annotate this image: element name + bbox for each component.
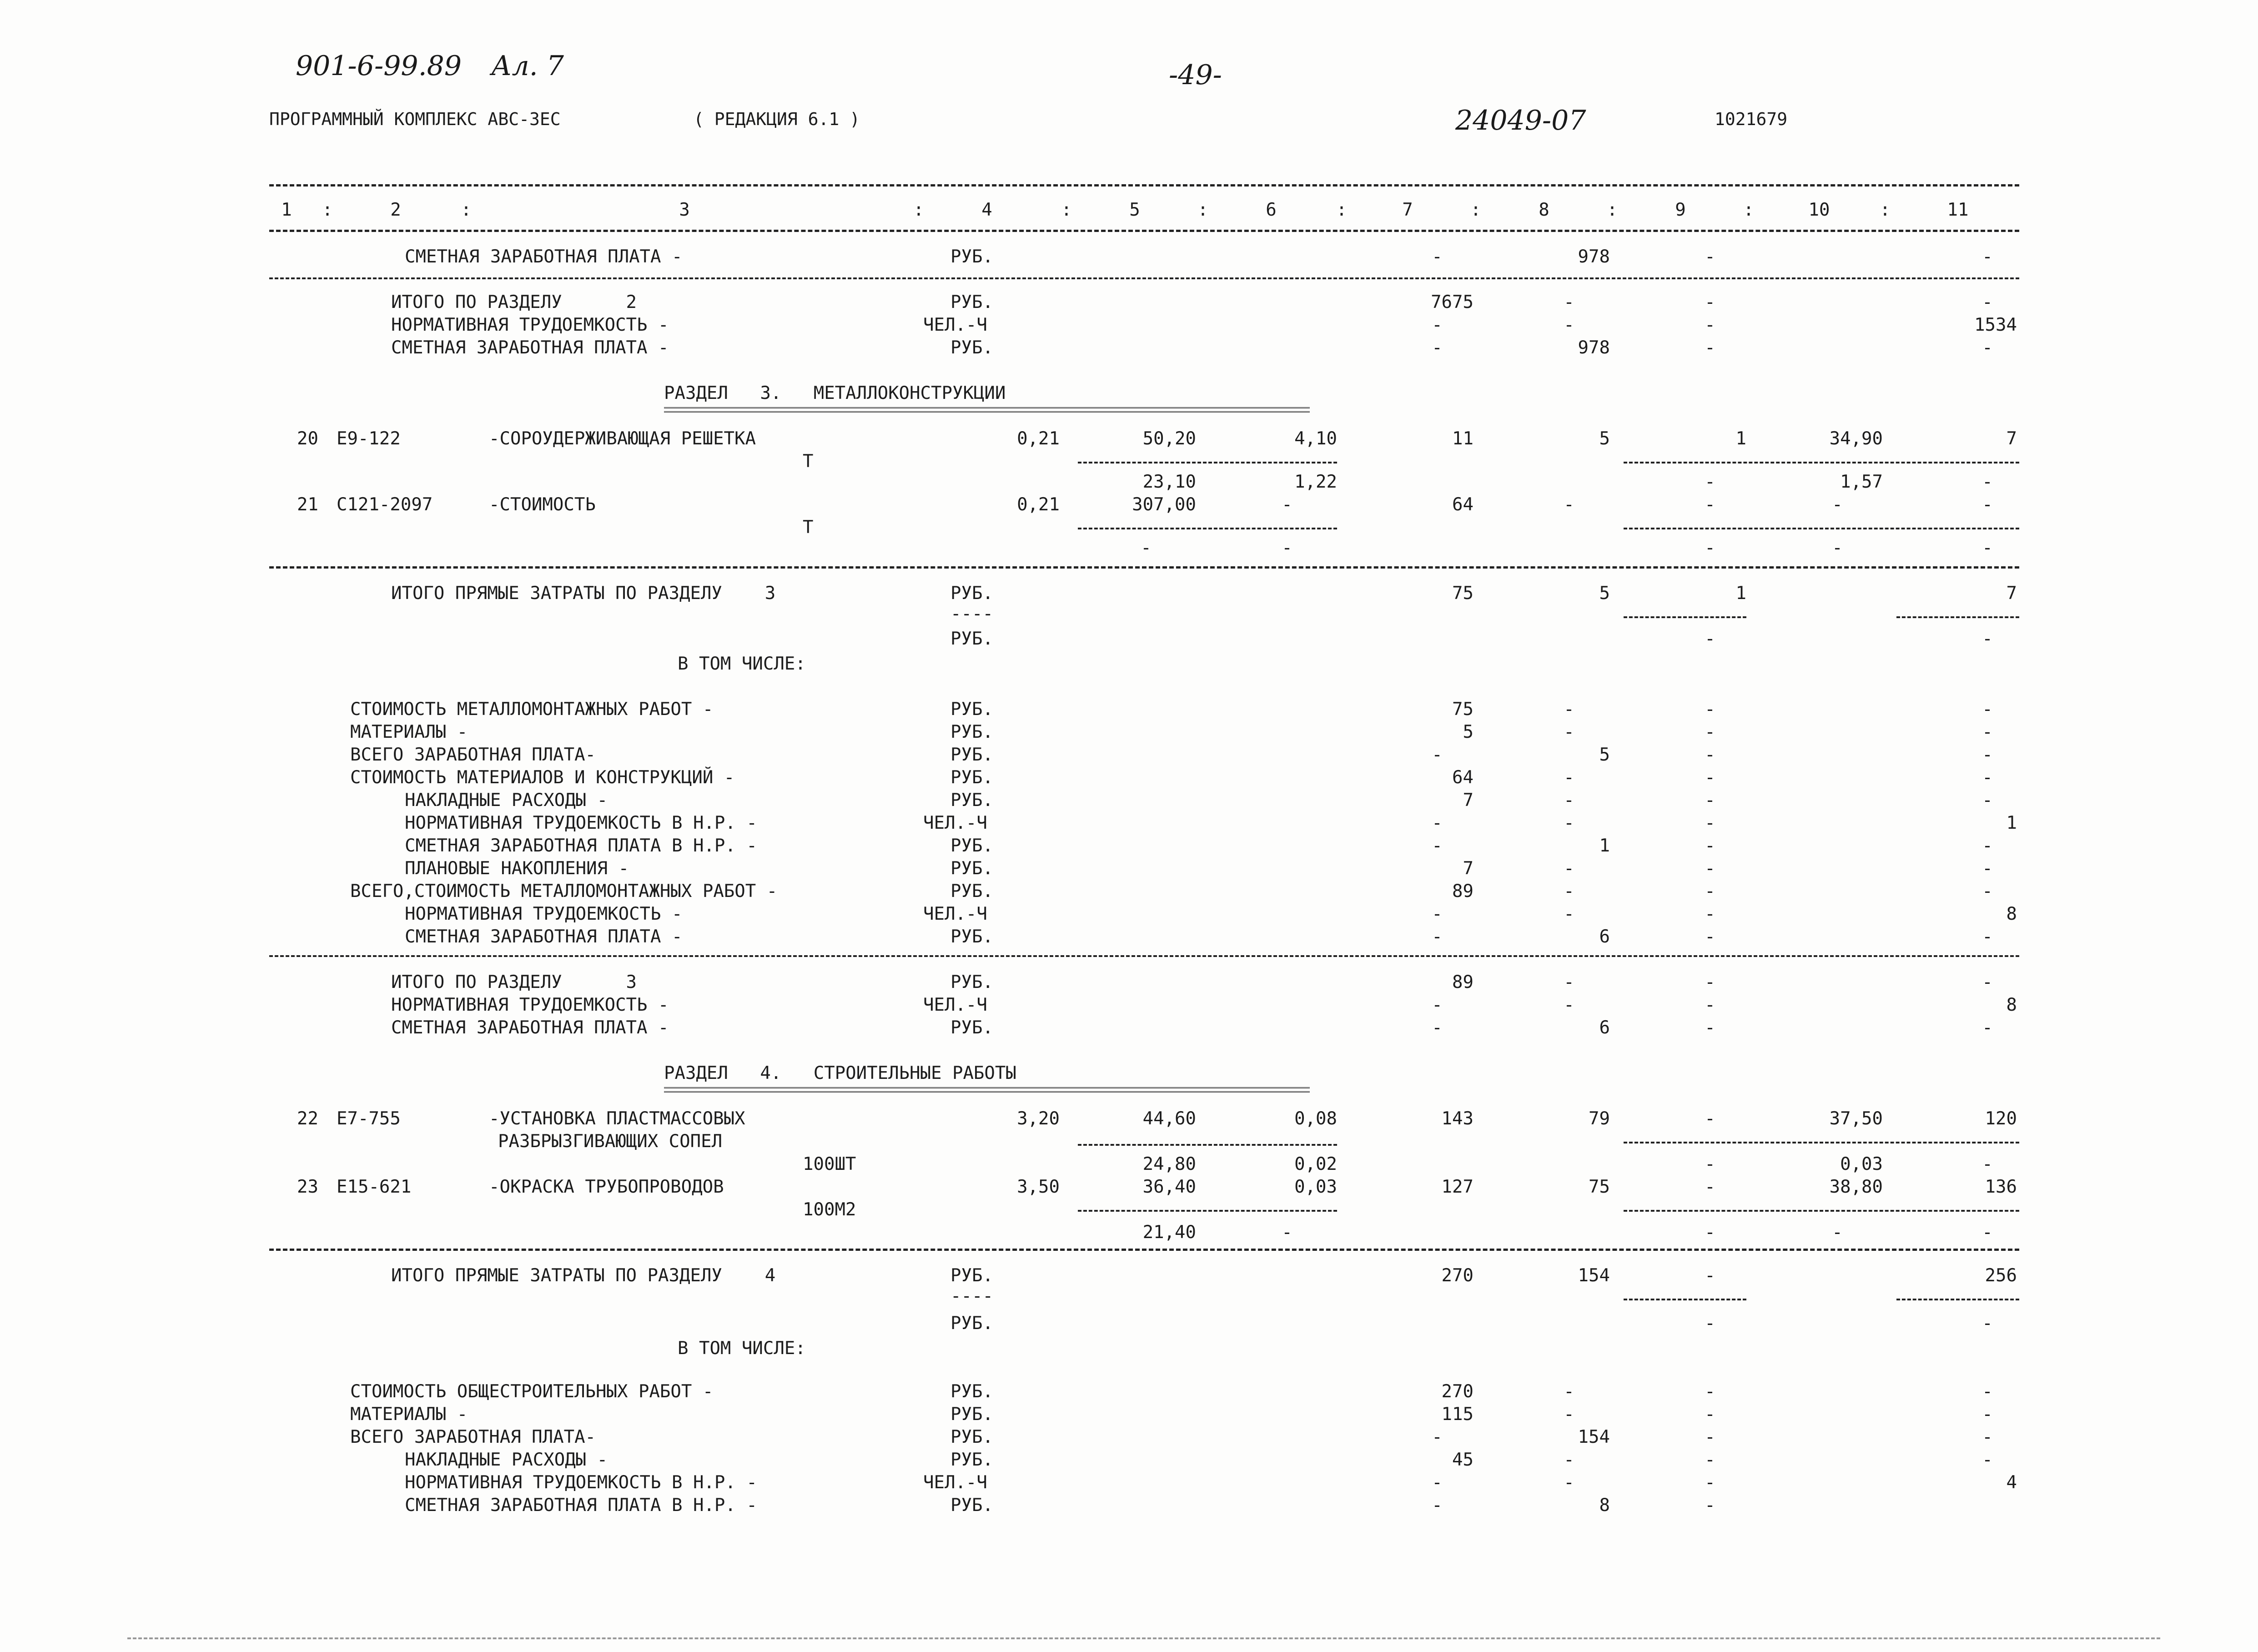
dash-mark: -: [1982, 972, 1993, 992]
col-header: :: [913, 200, 924, 220]
cell-value: 0,21: [1017, 494, 1060, 515]
cell-value: 75: [1452, 699, 1473, 720]
breakdown-label: СМЕТНАЯ ЗАРАБОТНАЯ ПЛАТА В Н.Р. -: [405, 836, 757, 856]
dash-mark: -: [1705, 995, 1715, 1015]
cell-value: 21,40: [1142, 1222, 1196, 1243]
including-label: В ТОМ ЧИСЛЕ:: [678, 654, 806, 674]
cell-value: 5: [1599, 428, 1610, 449]
dash-mark: -: [1432, 927, 1443, 947]
dash-mark: -: [1705, 629, 1715, 649]
col-header: 3: [679, 200, 690, 220]
cell-value: 50,20: [1142, 428, 1196, 449]
dash-mark: -: [1705, 292, 1715, 312]
cell-value: 5: [1599, 583, 1610, 604]
rule-mark: ----: [950, 604, 993, 624]
dash-mark: -: [1982, 538, 1993, 558]
breakdown-label: НАКЛАДНЫЕ РАСХОДЫ -: [405, 1450, 608, 1470]
cell-rule: [1624, 462, 2019, 463]
cell-value: 978: [1578, 247, 1610, 267]
row-unit: РУБ.: [950, 881, 993, 902]
row-unit: РУБ.: [950, 972, 993, 992]
separator: [269, 566, 2019, 569]
cell-rule: [1624, 1299, 1746, 1300]
cell-value: 24,80: [1142, 1154, 1196, 1174]
row-unit: РУБ.: [950, 337, 993, 358]
dash-mark: -: [1705, 767, 1715, 788]
separator: [269, 230, 2019, 232]
dash-mark: -: [1982, 1404, 1993, 1425]
dash-mark: -: [1982, 767, 1993, 788]
cell-value: 120: [1985, 1108, 2017, 1129]
row-unit: РУБ.: [950, 1313, 993, 1334]
dash-mark: -: [1982, 1017, 1993, 1038]
separator: [269, 184, 2019, 186]
cell-value: 127: [1441, 1177, 1473, 1197]
cell-value: 1: [2006, 813, 2017, 833]
cell-value: 115: [1441, 1404, 1473, 1425]
item-name: -СОРОУДЕРЖИВАЮЩАЯ РЕШЕТКА: [489, 428, 756, 449]
separator: [269, 277, 2019, 279]
breakdown-label: СМЕТНАЯ ЗАРАБОТНАЯ ПЛАТА В Н.Р. -: [405, 1495, 757, 1516]
col-header: :: [1197, 200, 1208, 220]
cell-value: 0,03: [1840, 1154, 1883, 1174]
separator: [269, 1249, 2019, 1251]
dash-mark: -: [1564, 1450, 1574, 1470]
row-unit: РУБ.: [950, 699, 993, 720]
col-header: 1: [281, 200, 292, 220]
cell-value: 79: [1589, 1108, 1610, 1129]
col-header: 8: [1539, 200, 1549, 220]
page-edge-rule: [127, 1637, 2160, 1639]
cell-value: 3,20: [1017, 1108, 1060, 1129]
cell-value: 270: [1441, 1381, 1473, 1402]
cell-value: 143: [1441, 1108, 1473, 1129]
row-label: СМЕТНАЯ ЗАРАБОТНАЯ ПЛАТА -: [405, 247, 683, 267]
item-code: С121-2097: [337, 494, 433, 515]
cell-rule: [1078, 1144, 1337, 1146]
dash-mark: -: [1432, 904, 1443, 924]
dash-mark: -: [1432, 745, 1443, 765]
dash-mark: -: [1982, 927, 1993, 947]
cell-value: 1,22: [1294, 472, 1337, 492]
cell-value: 45: [1452, 1450, 1473, 1470]
breakdown-label: МАТЕРИАЛЫ -: [350, 722, 468, 742]
dash-mark: -: [1564, 1381, 1574, 1402]
dash-mark: -: [1705, 472, 1715, 492]
cell-rule: [1078, 528, 1337, 529]
dash-mark: -: [1705, 1154, 1715, 1174]
dash-mark: -: [1982, 745, 1993, 765]
row-unit: ЧЕЛ.-Ч: [923, 315, 987, 335]
cell-value: 0,21: [1017, 428, 1060, 449]
cell-value: 1: [1599, 836, 1610, 856]
item-name: -УСТАНОВКА ПЛАСТМАССОВЫХ: [489, 1108, 745, 1129]
section-total-label: ИТОГО ПО РАЗДЕЛУ 2: [391, 292, 637, 312]
cell-value: 5: [1463, 722, 1473, 742]
cell-rule: [1624, 1210, 2019, 1212]
dash-mark: -: [1564, 767, 1574, 788]
row-label: СМЕТНАЯ ЗАРАБОТНАЯ ПЛАТА -: [391, 1017, 669, 1038]
col-header: 7: [1402, 200, 1413, 220]
breakdown-label: НОРМАТИВНАЯ ТРУДОЕМКОСТЬ В Н.Р. -: [405, 813, 757, 833]
row-unit: РУБ.: [950, 858, 993, 879]
dash-mark: -: [1564, 995, 1574, 1015]
cell-value: 4: [2006, 1472, 2017, 1493]
item-unit: Т: [803, 517, 814, 538]
cell-rule: [1896, 616, 2019, 618]
dash-mark: -: [1564, 494, 1574, 515]
title-underline: [664, 1087, 1310, 1093]
item-name-continued: РАЗБРЫЗГИВАЮЩИХ СОПЕЛ: [498, 1131, 723, 1152]
cell-value: 4,10: [1294, 428, 1337, 449]
cell-value: 75: [1452, 583, 1473, 604]
cell-value: 1: [1735, 583, 1746, 604]
dash-mark: -: [1982, 1154, 1993, 1174]
dash-mark: -: [1432, 813, 1443, 833]
dash-mark: -: [1982, 1313, 1993, 1334]
dash-mark: -: [1564, 972, 1574, 992]
row-unit: РУБ.: [950, 583, 993, 604]
dash-mark: -: [1832, 494, 1843, 515]
row-unit: РУБ.: [950, 836, 993, 856]
dash-mark: -: [1564, 858, 1574, 879]
cell-value: 154: [1578, 1427, 1610, 1447]
section-total-label: ИТОГО ПО РАЗДЕЛУ 3: [391, 972, 637, 992]
breakdown-label: СТОИМОСТЬ МЕТАЛЛОМОНТАЖНЫХ РАБОТ -: [350, 699, 714, 720]
including-label: В ТОМ ЧИСЛЕ:: [678, 1338, 806, 1359]
cell-value: 37,50: [1829, 1108, 1883, 1129]
row-label: НОРМАТИВНАЯ ТРУДОЕМКОСТЬ -: [391, 995, 669, 1015]
item-code: Е9-122: [337, 428, 401, 449]
dash-mark: -: [1432, 315, 1443, 335]
dash-mark: -: [1705, 699, 1715, 720]
breakdown-label: НОРМАТИВНАЯ ТРУДОЕМКОСТЬ -: [405, 904, 683, 924]
cell-value: 8: [1599, 1495, 1610, 1516]
document-code: 24049-07: [1455, 105, 1586, 136]
dash-mark: -: [1705, 1427, 1715, 1447]
cell-value: 7: [2006, 428, 2017, 449]
breakdown-label: МАТЕРИАЛЫ -: [350, 1404, 468, 1425]
direct-costs-label: ИТОГО ПРЯМЫЕ ЗАТРАТЫ ПО РАЗДЕЛУ 4: [391, 1265, 776, 1286]
row-unit: РУБ.: [950, 629, 993, 649]
cell-value: 6: [1599, 927, 1610, 947]
cell-value: 5: [1599, 745, 1610, 765]
dash-mark: -: [1705, 1472, 1715, 1493]
cell-value: 1,57: [1840, 472, 1883, 492]
col-header: :: [1880, 200, 1891, 220]
edition: ( РЕДАКЦИЯ 6.1 ): [694, 109, 860, 129]
dash-mark: -: [1432, 337, 1443, 358]
dash-mark: -: [1564, 292, 1574, 312]
cell-value: 6: [1599, 1017, 1610, 1038]
dash-mark: -: [1982, 292, 1993, 312]
dash-mark: -: [1705, 972, 1715, 992]
cell-rule: [1624, 1142, 2019, 1143]
dash-mark: -: [1705, 315, 1715, 335]
dash-mark: -: [1982, 699, 1993, 720]
dash-mark: -: [1705, 247, 1715, 267]
dash-mark: -: [1705, 538, 1715, 558]
cell-value: 36,40: [1142, 1177, 1196, 1197]
col-header: :: [1061, 200, 1072, 220]
dash-mark: -: [1141, 538, 1152, 558]
dash-mark: -: [1432, 836, 1443, 856]
program-title: ПРОГРАММНЫЙ КОМПЛЕКС АВС-3ЕС: [269, 109, 561, 129]
dash-mark: -: [1982, 881, 1993, 902]
dash-mark: -: [1705, 836, 1715, 856]
direct-costs-label: ИТОГО ПРЯМЫЕ ЗАТРАТЫ ПО РАЗДЕЛУ 3: [391, 583, 776, 604]
row-label: СМЕТНАЯ ЗАРАБОТНАЯ ПЛАТА -: [391, 337, 669, 358]
dash-mark: -: [1982, 836, 1993, 856]
section-title: РАЗДЕЛ 3. МЕТАЛЛОКОНСТРУКЦИИ: [664, 383, 1006, 403]
separator: [269, 955, 2019, 957]
cell-value: 23,10: [1142, 472, 1196, 492]
dash-mark: -: [1982, 472, 1993, 492]
item-unit: Т: [803, 451, 814, 472]
cell-value: 89: [1452, 881, 1473, 902]
dash-mark: -: [1832, 1222, 1843, 1243]
cell-value: 270: [1441, 1265, 1473, 1286]
breakdown-label: НОРМАТИВНАЯ ТРУДОЕМКОСТЬ В Н.Р. -: [405, 1472, 757, 1493]
cell-value: 1534: [1974, 315, 2017, 335]
project-number: 901-6-99.89: [296, 50, 462, 82]
cell-value: 7: [1463, 858, 1473, 879]
cell-value: 8: [2006, 995, 2017, 1015]
col-header: 11: [1947, 200, 1969, 220]
dash-mark: -: [1982, 858, 1993, 879]
cell-rule: [1624, 528, 2019, 529]
dash-mark: -: [1282, 538, 1292, 558]
title-underline: [664, 407, 1310, 413]
col-header: :: [1743, 200, 1754, 220]
cell-value: 3,50: [1017, 1177, 1060, 1197]
item-number: 21: [297, 494, 318, 515]
cell-value: 136: [1985, 1177, 2017, 1197]
dash-mark: -: [1705, 1265, 1715, 1286]
dash-mark: -: [1832, 538, 1843, 558]
row-label: НОРМАТИВНАЯ ТРУДОЕМКОСТЬ -: [391, 315, 669, 335]
breakdown-label: СТОИМОСТЬ МАТЕРИАЛОВ И КОНСТРУКЦИЙ -: [350, 767, 735, 788]
dash-mark: -: [1705, 1108, 1715, 1129]
row-unit: РУБ.: [950, 1265, 993, 1286]
item-name: -ОКРАСКА ТРУБОПРОВОДОВ: [489, 1177, 724, 1197]
dash-mark: -: [1705, 494, 1715, 515]
document-number: 1021679: [1715, 109, 1788, 129]
dash-mark: -: [1982, 247, 1993, 267]
col-header: 2: [390, 200, 401, 220]
dash-mark: -: [1705, 1313, 1715, 1334]
col-header: :: [1470, 200, 1481, 220]
breakdown-label: ПЛАНОВЫЕ НАКОПЛЕНИЯ -: [405, 858, 629, 879]
row-unit: РУБ.: [950, 292, 993, 312]
dash-mark: -: [1432, 1495, 1443, 1516]
row-unit: РУБ.: [950, 722, 993, 742]
dash-mark: -: [1705, 745, 1715, 765]
dash-mark: -: [1282, 494, 1292, 515]
cell-value: 7: [1463, 790, 1473, 811]
breakdown-label: ВСЕГО,СТОИМОСТЬ МЕТАЛЛОМОНТАЖНЫХ РАБОТ -: [350, 881, 778, 902]
item-code: Е15-621: [337, 1177, 412, 1197]
dash-mark: -: [1705, 1450, 1715, 1470]
dash-mark: -: [1705, 927, 1715, 947]
dash-mark: -: [1564, 790, 1574, 811]
dash-mark: -: [1705, 858, 1715, 879]
row-unit: РУБ.: [950, 745, 993, 765]
cell-rule: [1078, 462, 1337, 463]
breakdown-label: ВСЕГО ЗАРАБОТНАЯ ПЛАТА-: [350, 745, 596, 765]
col-header: 9: [1675, 200, 1686, 220]
dash-mark: -: [1705, 904, 1715, 924]
dash-mark: -: [1705, 1495, 1715, 1516]
cell-value: 34,90: [1829, 428, 1883, 449]
dash-mark: -: [1705, 1381, 1715, 1402]
page-number: -49-: [1169, 59, 1222, 91]
dash-mark: -: [1982, 629, 1993, 649]
item-unit: 100ШТ: [803, 1154, 856, 1174]
cell-value: 38,80: [1829, 1177, 1883, 1197]
item-unit: 100М2: [803, 1199, 856, 1220]
row-unit: РУБ.: [950, 1450, 993, 1470]
cell-value: 256: [1985, 1265, 2017, 1286]
dash-mark: -: [1705, 337, 1715, 358]
cell-value: 7675: [1431, 292, 1473, 312]
breakdown-label: СМЕТНАЯ ЗАРАБОТНАЯ ПЛАТА -: [405, 927, 683, 947]
cell-value: 307,00: [1132, 494, 1196, 515]
dash-mark: -: [1564, 722, 1574, 742]
dash-mark: -: [1282, 1222, 1292, 1243]
cell-value: 64: [1452, 767, 1473, 788]
dash-mark: -: [1982, 494, 1993, 515]
dash-mark: -: [1432, 1017, 1443, 1038]
section-title: РАЗДЕЛ 4. СТРОИТЕЛЬНЫЕ РАБОТЫ: [664, 1063, 1016, 1083]
row-unit: ЧЕЛ.-Ч: [923, 904, 987, 924]
item-name: -СТОИМОСТЬ: [489, 494, 596, 515]
rule-mark: ----: [950, 1286, 993, 1306]
row-unit: ЧЕЛ.-Ч: [923, 995, 987, 1015]
dash-mark: -: [1982, 1381, 1993, 1402]
dash-mark: -: [1564, 315, 1574, 335]
cell-value: 1: [1735, 428, 1746, 449]
dash-mark: -: [1564, 904, 1574, 924]
row-unit: РУБ.: [950, 1427, 993, 1447]
dash-mark: -: [1432, 995, 1443, 1015]
dash-mark: -: [1564, 881, 1574, 902]
cell-value: 64: [1452, 494, 1473, 515]
dash-mark: -: [1705, 1222, 1715, 1243]
col-header: :: [461, 200, 472, 220]
col-header: 10: [1808, 200, 1830, 220]
cell-value: 0,02: [1294, 1154, 1337, 1174]
item-number: 23: [297, 1177, 318, 1197]
sheet-number: Ал. 7: [491, 50, 564, 82]
item-number: 20: [297, 428, 318, 449]
col-header: 6: [1266, 200, 1277, 220]
row-unit: РУБ.: [950, 1017, 993, 1038]
dash-mark: -: [1705, 881, 1715, 902]
col-header: :: [1336, 200, 1347, 220]
cell-value: 0,03: [1294, 1177, 1337, 1197]
cell-rule: [1078, 1210, 1337, 1212]
row-unit: ЧЕЛ.-Ч: [923, 1472, 987, 1493]
cell-rule: [1624, 616, 1746, 618]
cell-rule: [1896, 1299, 2019, 1300]
row-unit: РУБ.: [950, 790, 993, 811]
dash-mark: -: [1982, 722, 1993, 742]
col-header: :: [1607, 200, 1618, 220]
row-unit: РУБ.: [950, 767, 993, 788]
cell-value: 11: [1452, 428, 1473, 449]
dash-mark: -: [1982, 1450, 1993, 1470]
col-header: :: [322, 200, 333, 220]
dash-mark: -: [1564, 1472, 1574, 1493]
dash-mark: -: [1705, 1017, 1715, 1038]
cell-value: 75: [1589, 1177, 1610, 1197]
breakdown-label: СТОИМОСТЬ ОБЩЕСТРОИТЕЛЬНЫХ РАБОТ -: [350, 1381, 714, 1402]
dash-mark: -: [1705, 1177, 1715, 1197]
dash-mark: -: [1982, 337, 1993, 358]
cell-value: 154: [1578, 1265, 1610, 1286]
cell-value: 44,60: [1142, 1108, 1196, 1129]
dash-mark: -: [1564, 813, 1574, 833]
cell-value: 89: [1452, 972, 1473, 992]
cell-value: 8: [2006, 904, 2017, 924]
dash-mark: -: [1982, 1427, 1993, 1447]
row-unit: РУБ.: [950, 927, 993, 947]
col-header: 5: [1129, 200, 1140, 220]
breakdown-label: ВСЕГО ЗАРАБОТНАЯ ПЛАТА-: [350, 1427, 596, 1447]
dash-mark: -: [1432, 1427, 1443, 1447]
dash-mark: -: [1982, 790, 1993, 811]
dash-mark: -: [1705, 722, 1715, 742]
cell-value: 978: [1578, 337, 1610, 358]
cell-value: 7: [2006, 583, 2017, 604]
row-unit: ЧЕЛ.-Ч: [923, 813, 987, 833]
dash-mark: -: [1982, 1222, 1993, 1243]
row-unit: РУБ.: [950, 247, 993, 267]
row-unit: РУБ.: [950, 1495, 993, 1516]
breakdown-label: НАКЛАДНЫЕ РАСХОДЫ -: [405, 790, 608, 811]
dash-mark: -: [1564, 699, 1574, 720]
row-unit: РУБ.: [950, 1381, 993, 1402]
dash-mark: -: [1705, 790, 1715, 811]
col-header: 4: [981, 200, 992, 220]
dash-mark: -: [1432, 1472, 1443, 1493]
cell-value: 0,08: [1294, 1108, 1337, 1129]
dash-mark: -: [1432, 247, 1443, 267]
dash-mark: -: [1705, 1404, 1715, 1425]
item-number: 22: [297, 1108, 318, 1129]
dash-mark: -: [1705, 813, 1715, 833]
dash-mark: -: [1564, 1404, 1574, 1425]
row-unit: РУБ.: [950, 1404, 993, 1425]
item-code: Е7-755: [337, 1108, 401, 1129]
